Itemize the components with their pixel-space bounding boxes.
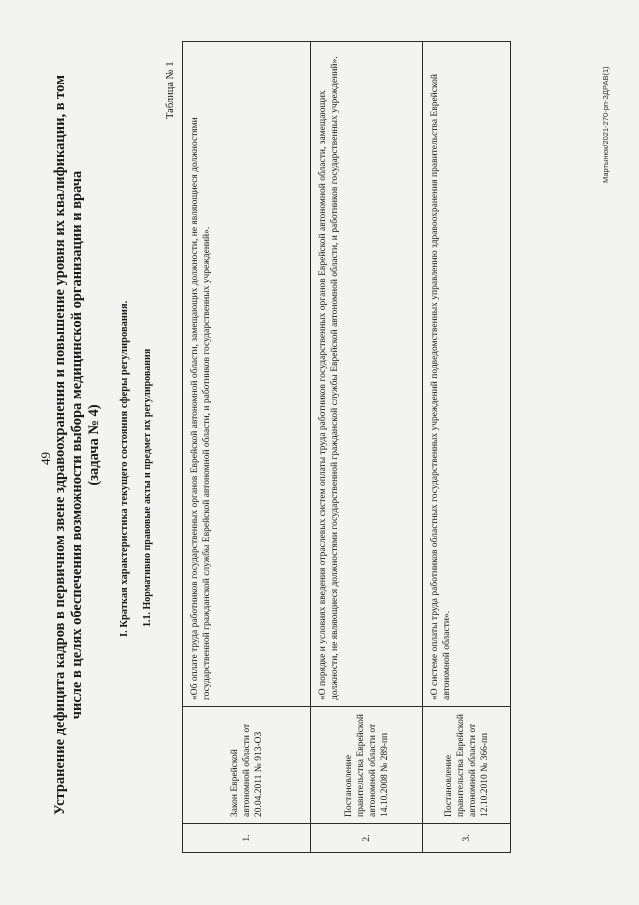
subsection-title: 1.1. Нормативно правовые акты и предмет их регулирования xyxy=(142,348,153,627)
table-label: Таблица № 1 xyxy=(165,61,176,119)
regulation-subject: «Об оплате труда работников государственных органов Еврейской автономной области, замещающих должности, не являющиеся должностями государственной гражданской службы Еврейской автономной области, и работников государственных учреждений». xyxy=(183,42,311,707)
title-line: числе в целях обеспечения возможности выбора медицинской организации и врача xyxy=(69,170,85,720)
title-line: (задача № 4) xyxy=(86,404,102,486)
table-row xyxy=(183,42,311,853)
page-number: 49 xyxy=(38,452,53,465)
legal-act: Закон Еврейской автономной области от 20.04.2011 № 913-ОЗ xyxy=(183,707,311,824)
section-title: I. Краткая характеристика текущего состояния сферы регулирования. xyxy=(119,300,130,637)
table-row xyxy=(423,42,511,853)
regulation-subject: «О порядке и условиях введения отраслевых систем оплаты труда работников государственных органов Еврейской автономной области, замещающих должности, не являющиеся должностями государственной гражданской службы Еврейской автономной области, и работников государственных учреждений». xyxy=(311,42,423,707)
regulation-subject: «О системе оплаты труда работников областных государственных учреждений подведомственных управлению здравоохранения правительства Еврейской автономной области». xyxy=(423,42,511,707)
legal-act: Постановление правительства Еврейской автономной области от 14.10.2008 № 289-пп xyxy=(311,707,423,824)
legal-act: Постановление правительства Еврейской автономной области от 12.10.2010 № 366-пп xyxy=(423,707,511,824)
document-title xyxy=(52,25,103,865)
footer-document-code: Мартынюк/2021-270-рп-ЗДРАВ(1) xyxy=(601,66,610,183)
regulations-table xyxy=(182,41,511,853)
row-number: 3. xyxy=(423,824,511,853)
row-number: 1. xyxy=(183,824,311,853)
table-row xyxy=(311,42,423,853)
row-number: 2. xyxy=(311,824,423,853)
title-line: Устранение дефицита кадров в первичном звене здравоохранения и повышение уровня их квалификации, в том xyxy=(52,75,68,815)
